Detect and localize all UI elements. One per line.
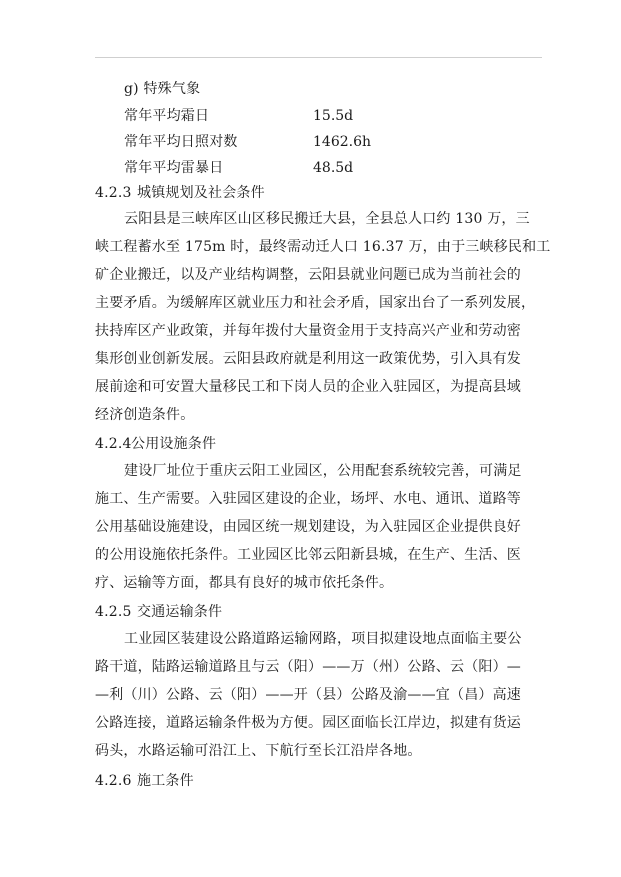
section-title: 公用设施条件 xyxy=(131,436,217,452)
section-title: 交通运输条件 xyxy=(137,604,223,620)
paragraph-line: 码头，水路运输可沿江上、下航行至长江沿岸各地。 xyxy=(95,743,422,759)
section-heading xyxy=(95,602,222,622)
climate-row-label: 常年平均霜日 xyxy=(124,108,210,124)
paragraph-line: 建设厂址位于重庆云阳工业园区，公用配套系统较完善，可满足 xyxy=(124,463,522,479)
paragraph-line: 经济创造条件。 xyxy=(95,407,195,423)
section-heading xyxy=(95,183,265,203)
paragraph-line: 展前途和可安置大量移民工和下岗人员的企业入驻园区，为提高县域 xyxy=(95,379,521,395)
section-heading xyxy=(95,771,194,791)
paragraph-line: 路干道，陆路运输道路且与云（阳）——万（州）公路、云（阳）— xyxy=(95,659,521,675)
header-rule xyxy=(95,57,542,58)
paragraph-line: —利（川）公路、云（阳）——开（县）公路及渝——宜（昌）高速 xyxy=(95,687,521,703)
paragraph-line: 主要矛盾。为缓解库区就业压力和社会矛盾，国家出台了一系列发展， xyxy=(95,295,536,311)
section-title: 施工条件 xyxy=(137,773,194,789)
paragraph-line: 公用基础设施建设，由园区统一规划建设，为入驻园区企业提供良好 xyxy=(95,519,521,535)
section-title: 城镇规划及社会条件 xyxy=(137,185,265,201)
climate-row-value: 15.5d xyxy=(313,108,354,124)
paragraph-line: 扶持库区产业政策，并每年拨付大量资金用于支持高兴产业和劳动密 xyxy=(95,323,521,339)
paragraph-line: 公路连接，道路运输条件极为方便。园区面临长江岸边，拟建有货运 xyxy=(95,715,521,731)
climate-heading: g) 特殊气象 xyxy=(124,81,201,97)
section-number: 4.2.3 xyxy=(95,185,132,201)
climate-row-value: 1462.6h xyxy=(313,134,372,150)
paragraph-line: 施工、生产需要。入驻园区建设的企业，场坪、水电、通讯、道路等 xyxy=(95,491,521,507)
paragraph-line: 矿企业搬迁，以及产业结构调整，云阳县就业问题已成为当前社会的 xyxy=(95,267,521,283)
section-number: 4.2.5 xyxy=(95,604,132,620)
climate-row-label: 常年平均雷暴日 xyxy=(124,160,224,176)
paragraph-line: 集形创业创新发展。云阳县政府就是利用这一政策优势，引入具有发 xyxy=(95,351,521,367)
section-number: 4.2.6 xyxy=(95,773,132,789)
paragraph-line: 云阳县是三峡库区山区移民搬迁大县，全县总人口约 130 万，三 xyxy=(124,211,530,227)
section-heading xyxy=(95,434,216,454)
paragraph-line: 峡工程蓄水至 175m 时，最终需动迁人口 16.37 万，由于三峡移民和工 xyxy=(95,239,551,255)
paragraph-line: 的公用设施依托条件。工业园区比邻云阳新县城，在生产、生活、医 xyxy=(95,547,521,563)
section-number: 4.2.4 xyxy=(95,436,132,452)
paragraph-line: 疗、运输等方面，都具有良好的城市依托条件。 xyxy=(95,575,394,591)
paragraph-line: 工业园区装建设公路道路运输网路，项目拟建设地点面临主要公 xyxy=(124,631,522,647)
climate-row-label: 常年平均日照对数 xyxy=(124,134,238,150)
climate-row-value: 48.5d xyxy=(313,160,354,176)
